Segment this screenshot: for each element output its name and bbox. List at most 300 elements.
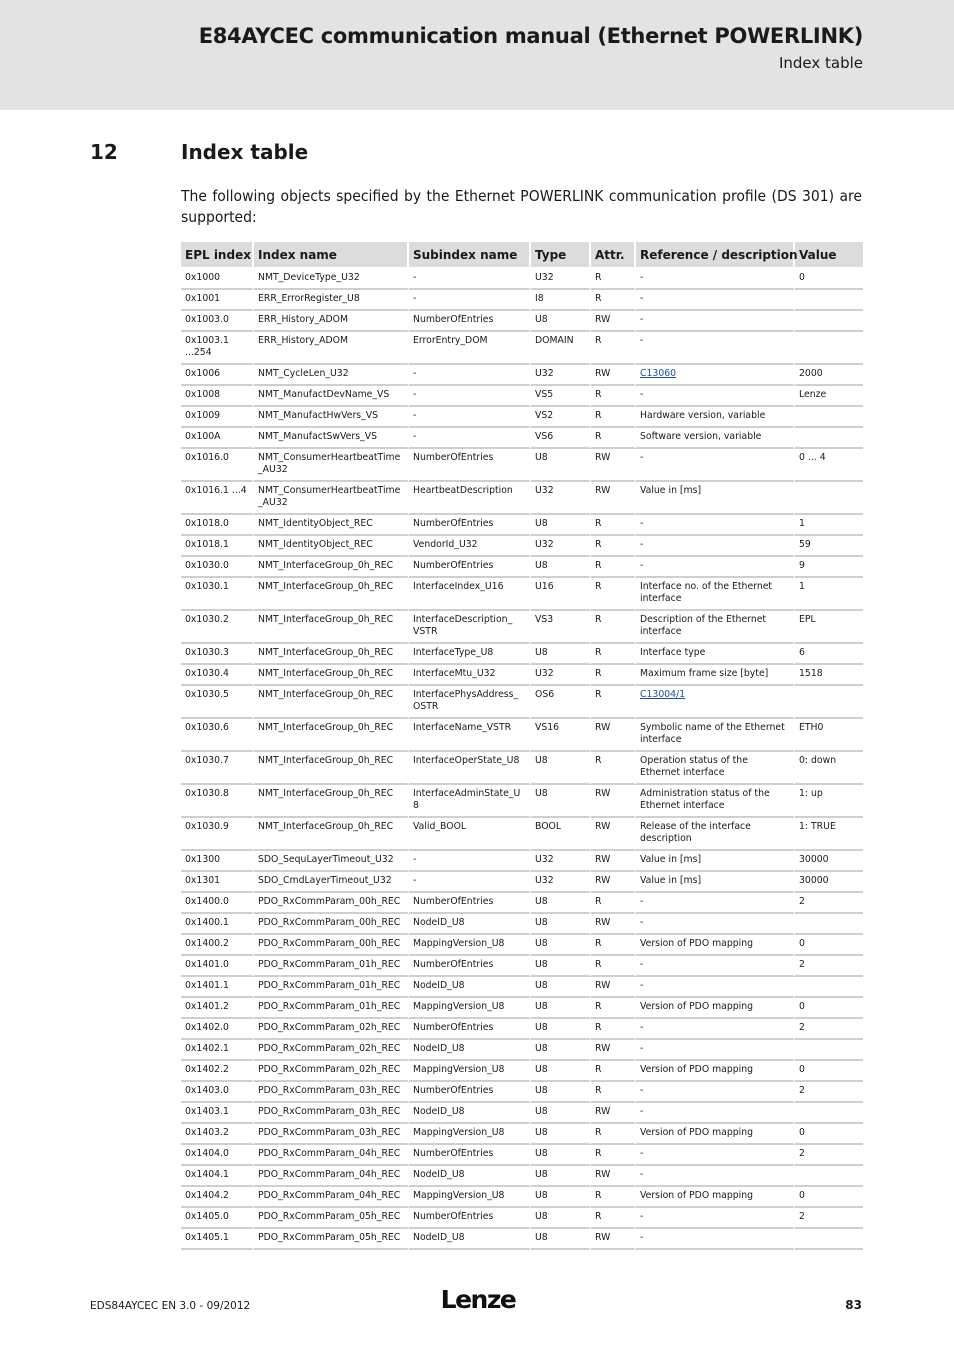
table-cell: 0 [795, 1061, 863, 1082]
table-cell: U8 [531, 1208, 591, 1229]
table-cell: RW [591, 818, 636, 851]
table-cell: - [636, 1040, 795, 1061]
table-cell: PDO_RxCommParam_00h_REC [254, 893, 409, 914]
table-cell: SDO_SequLayerTimeout_U32 [254, 851, 409, 872]
table-cell: 0x1404.0 [181, 1145, 254, 1166]
reference-link[interactable]: C13004/1 [640, 689, 686, 700]
table-cell: PDO_RxCommParam_04h_REC [254, 1145, 409, 1166]
table-cell: RW [591, 914, 636, 935]
table-cell: NMT_ConsumerHeartbeatTime_AU32 [254, 482, 409, 515]
table-cell [795, 311, 863, 332]
table-cell: NumberOfEntries [409, 557, 531, 578]
table-cell: NMT_CycleLen_U32 [254, 365, 409, 386]
table-cell: 0x1400.0 [181, 893, 254, 914]
table-cell: NMT_ConsumerHeartbeatTime_AU32 [254, 449, 409, 482]
table-cell: PDO_RxCommParam_04h_REC [254, 1166, 409, 1187]
table-cell: R [591, 956, 636, 977]
table-cell [636, 365, 795, 386]
table-cell: R [591, 998, 636, 1019]
table-row [181, 449, 863, 482]
column-header: EPL index [181, 242, 254, 269]
table-cell [795, 290, 863, 311]
table-cell: PDO_RxCommParam_00h_REC [254, 914, 409, 935]
table-cell [795, 977, 863, 998]
footer-doc-id: EDS84AYCEC EN 3.0 - 09/2012 [90, 1300, 251, 1312]
table-cell: NMT_IdentityObject_REC [254, 515, 409, 536]
column-header: Value [795, 242, 863, 269]
table-row [181, 557, 863, 578]
table-cell: InterfacePhysAddress_ OSTR [409, 686, 531, 719]
table-row [181, 893, 863, 914]
table-cell: R [591, 407, 636, 428]
table-cell: RW [591, 1229, 636, 1250]
table-cell: RW [591, 449, 636, 482]
table-cell: OS6 [531, 686, 591, 719]
table-cell: - [636, 1082, 795, 1103]
table-cell: InterfaceAdminState_U8 [409, 785, 531, 818]
table-cell: - [636, 1229, 795, 1250]
table-cell: RW [591, 872, 636, 893]
table-cell: VS16 [531, 719, 591, 752]
lenze-logo [438, 1284, 518, 1314]
table-cell: - [636, 290, 795, 311]
table-row [181, 1061, 863, 1082]
table-cell: VS3 [531, 611, 591, 644]
table-cell: R [591, 1124, 636, 1145]
table-cell: RW [591, 977, 636, 998]
table-cell: 0x1001 [181, 290, 254, 311]
table-cell: NodeID_U8 [409, 1166, 531, 1187]
lenze-logo-text: Lenze [440, 1285, 516, 1314]
table-row [181, 1019, 863, 1040]
table-cell [795, 332, 863, 365]
table-cell: VendorId_U32 [409, 536, 531, 557]
table-cell: - [409, 269, 531, 290]
table-cell: ErrorEntry_DOM [409, 332, 531, 365]
table-cell: 1 [795, 578, 863, 611]
table-cell: RW [591, 482, 636, 515]
table-cell: - [636, 956, 795, 977]
table-cell: - [636, 311, 795, 332]
table-row [181, 872, 863, 893]
table-cell: ERR_History_ADOM [254, 311, 409, 332]
table-cell: RW [591, 719, 636, 752]
table-cell: Value in [ms] [636, 872, 795, 893]
table-cell: NodeID_U8 [409, 1040, 531, 1061]
reference-link[interactable]: C13060 [640, 368, 677, 379]
table-cell: - [636, 536, 795, 557]
table-cell: U8 [531, 998, 591, 1019]
table-cell [795, 1166, 863, 1187]
table-cell: 0x1003.1 ...254 [181, 332, 254, 365]
table-row [181, 482, 863, 515]
table-cell: NumberOfEntries [409, 893, 531, 914]
table-cell: 0x1401.0 [181, 956, 254, 977]
table-cell: NMT_InterfaceGroup_0h_REC [254, 686, 409, 719]
table-cell: U32 [531, 665, 591, 686]
table-cell: - [409, 407, 531, 428]
table-cell: R [591, 1208, 636, 1229]
table-cell: 0 ... 4 [795, 449, 863, 482]
table-cell: 0x1402.2 [181, 1061, 254, 1082]
table-cell: 0x1030.3 [181, 644, 254, 665]
table-cell: - [636, 893, 795, 914]
table-cell: MappingVersion_U8 [409, 1187, 531, 1208]
table-cell: 0x1000 [181, 269, 254, 290]
table-cell: NumberOfEntries [409, 1082, 531, 1103]
table-cell: Software version, variable [636, 428, 795, 449]
table-cell: BOOL [531, 818, 591, 851]
table-cell: - [636, 1208, 795, 1229]
table-cell: SDO_CmdLayerTimeout_U32 [254, 872, 409, 893]
table-cell: 0x1300 [181, 851, 254, 872]
table-cell: NodeID_U8 [409, 914, 531, 935]
table-cell: 0x1402.1 [181, 1040, 254, 1061]
table-cell: 2000 [795, 365, 863, 386]
table-cell: U8 [531, 785, 591, 818]
table-cell: R [591, 428, 636, 449]
page-number: 83 [845, 1298, 862, 1312]
table-cell: 1 [795, 515, 863, 536]
table-cell: NumberOfEntries [409, 449, 531, 482]
table-cell: 2 [795, 1208, 863, 1229]
table-cell: 1518 [795, 665, 863, 686]
table-cell: R [591, 893, 636, 914]
table-cell: R [591, 1061, 636, 1082]
table-cell: 1: up [795, 785, 863, 818]
table-row [181, 611, 863, 644]
table-cell: RW [591, 1166, 636, 1187]
table-cell: InterfaceIndex_U16 [409, 578, 531, 611]
table-cell: 0x1003.0 [181, 311, 254, 332]
table-cell: U8 [531, 977, 591, 998]
table-cell [795, 686, 863, 719]
table-cell: R [591, 1082, 636, 1103]
table-cell: - [636, 914, 795, 935]
table-cell: U8 [531, 893, 591, 914]
table-row [181, 386, 863, 407]
table-cell: NumberOfEntries [409, 1145, 531, 1166]
table-cell: Symbolic name of the Ethernet interface [636, 719, 795, 752]
table-cell: PDO_RxCommParam_05h_REC [254, 1208, 409, 1229]
table-cell: NMT_InterfaceGroup_0h_REC [254, 818, 409, 851]
table-cell: RW [591, 365, 636, 386]
table-cell [795, 482, 863, 515]
table-cell: U8 [531, 557, 591, 578]
table-cell: U8 [531, 1040, 591, 1061]
table-cell: NMT_InterfaceGroup_0h_REC [254, 752, 409, 785]
column-header: Subindex name [409, 242, 531, 269]
table-cell: 0x1030.1 [181, 578, 254, 611]
table-cell: Hardware version, variable [636, 407, 795, 428]
table-cell: 0x1301 [181, 872, 254, 893]
table-cell: - [636, 515, 795, 536]
table-cell: NMT_ManufactSwVers_VS [254, 428, 409, 449]
table-cell: U32 [531, 851, 591, 872]
table-row [181, 719, 863, 752]
table-cell: RW [591, 785, 636, 818]
table-cell: PDO_RxCommParam_00h_REC [254, 935, 409, 956]
table-cell: U8 [531, 515, 591, 536]
table-cell: 0x1030.6 [181, 719, 254, 752]
table-cell: 0x1030.4 [181, 665, 254, 686]
table-cell [795, 914, 863, 935]
section-subtitle: Index table [778, 54, 863, 72]
table-cell: U16 [531, 578, 591, 611]
table-cell: R [591, 515, 636, 536]
table-row [181, 536, 863, 557]
chapter-number: 12 [90, 140, 118, 164]
table-row [181, 1145, 863, 1166]
table-cell: R [591, 557, 636, 578]
table-cell: R [591, 644, 636, 665]
table-cell: PDO_RxCommParam_01h_REC [254, 977, 409, 998]
table-body [181, 269, 863, 1250]
table-cell: InterfaceType_U8 [409, 644, 531, 665]
table-cell: 2 [795, 956, 863, 977]
table-row [181, 428, 863, 449]
table-cell: - [409, 290, 531, 311]
column-header: Type [531, 242, 591, 269]
table-cell: 2 [795, 1082, 863, 1103]
table-cell: 1: TRUE [795, 818, 863, 851]
table-cell: NodeID_U8 [409, 977, 531, 998]
table-cell: 0x1006 [181, 365, 254, 386]
table-cell: U32 [531, 482, 591, 515]
table-cell: - [409, 386, 531, 407]
table-cell: InterfaceMtu_U32 [409, 665, 531, 686]
intro-paragraph: The following objects specified by the Ethernet POWERLINK communication profile (DS 301) are supported: [181, 187, 862, 226]
table-row [181, 1103, 863, 1124]
table-cell [636, 686, 795, 719]
table-cell: U8 [531, 449, 591, 482]
table-row [181, 686, 863, 719]
manual-title: E84AYCEC communication manual (Ethernet POWERLINK) [198, 24, 863, 48]
table-cell: R [591, 1145, 636, 1166]
table-cell: NMT_InterfaceGroup_0h_REC [254, 644, 409, 665]
table-cell: ERR_ErrorRegister_U8 [254, 290, 409, 311]
table-cell: RW [591, 1040, 636, 1061]
table-row [181, 578, 863, 611]
table-cell: InterfaceOperState_U8 [409, 752, 531, 785]
table-cell: Valid_BOOL [409, 818, 531, 851]
table-cell: PDO_RxCommParam_03h_REC [254, 1082, 409, 1103]
table-cell: NMT_InterfaceGroup_0h_REC [254, 578, 409, 611]
table-cell: U8 [531, 935, 591, 956]
table-row [181, 998, 863, 1019]
table-cell: Version of PDO mapping [636, 1187, 795, 1208]
column-header: Index name [254, 242, 409, 269]
table-row [181, 365, 863, 386]
table-cell: U8 [531, 1019, 591, 1040]
table-cell: PDO_RxCommParam_03h_REC [254, 1124, 409, 1145]
table-cell: 0x1030.7 [181, 752, 254, 785]
table-cell: 0x1016.1 ...4 [181, 482, 254, 515]
table-cell: 0x1009 [181, 407, 254, 428]
table-cell: 0x1405.0 [181, 1208, 254, 1229]
table-cell: U8 [531, 1145, 591, 1166]
table-cell: RW [591, 851, 636, 872]
table-cell: R [591, 269, 636, 290]
table-cell: - [636, 1103, 795, 1124]
table-cell: U32 [531, 269, 591, 290]
table-row [181, 752, 863, 785]
table-cell: 0x1403.0 [181, 1082, 254, 1103]
table-cell: 30000 [795, 851, 863, 872]
column-header: Reference / description [636, 242, 795, 269]
table-cell: 0x1402.0 [181, 1019, 254, 1040]
table-cell: 0x1030.0 [181, 557, 254, 578]
table-cell: 0x1030.9 [181, 818, 254, 851]
table-row [181, 1124, 863, 1145]
table-cell: U32 [531, 872, 591, 893]
table-cell: R [591, 290, 636, 311]
table-cell: 0x1016.0 [181, 449, 254, 482]
table-cell: - [409, 365, 531, 386]
table-cell: 0x1030.8 [181, 785, 254, 818]
table-row [181, 1082, 863, 1103]
table-cell: 6 [795, 644, 863, 665]
table-cell: U32 [531, 536, 591, 557]
table-row [181, 851, 863, 872]
table-cell: PDO_RxCommParam_02h_REC [254, 1061, 409, 1082]
table-cell: NumberOfEntries [409, 515, 531, 536]
table-cell: Value in [ms] [636, 482, 795, 515]
table-cell: NMT_InterfaceGroup_0h_REC [254, 665, 409, 686]
table-cell: R [591, 536, 636, 557]
table-cell: U8 [531, 1187, 591, 1208]
table-cell: - [636, 269, 795, 290]
table-cell: U8 [531, 752, 591, 785]
table-cell: 9 [795, 557, 863, 578]
table-cell: Interface type [636, 644, 795, 665]
table-cell: Description of the Ethernet interface [636, 611, 795, 644]
table-cell: - [636, 1145, 795, 1166]
table-cell: MappingVersion_U8 [409, 1061, 531, 1082]
table-cell: R [591, 665, 636, 686]
table-cell: U8 [531, 1124, 591, 1145]
table-cell: 59 [795, 536, 863, 557]
table-cell: 0x1401.2 [181, 998, 254, 1019]
table-cell: U8 [531, 644, 591, 665]
table-cell: - [409, 872, 531, 893]
table-cell: Version of PDO mapping [636, 1124, 795, 1145]
table-cell: VS5 [531, 386, 591, 407]
table-row [181, 644, 863, 665]
table-cell [795, 1103, 863, 1124]
table-cell: RW [591, 311, 636, 332]
table-cell: U8 [531, 1061, 591, 1082]
table-cell: PDO_RxCommParam_03h_REC [254, 1103, 409, 1124]
table-cell: 0: down [795, 752, 863, 785]
table-cell: PDO_RxCommParam_05h_REC [254, 1229, 409, 1250]
table-cell: - [636, 557, 795, 578]
column-header: Attr. [591, 242, 636, 269]
table-cell: 0x1400.2 [181, 935, 254, 956]
table-cell: NMT_InterfaceGroup_0h_REC [254, 611, 409, 644]
table-cell: 2 [795, 1145, 863, 1166]
table-cell: NMT_InterfaceGroup_0h_REC [254, 719, 409, 752]
table-cell: 0x1401.1 [181, 977, 254, 998]
table-cell: 0x1030.5 [181, 686, 254, 719]
table-cell: EPL [795, 611, 863, 644]
table-cell: - [636, 977, 795, 998]
table-cell: 2 [795, 1019, 863, 1040]
table-cell: 0x1404.1 [181, 1166, 254, 1187]
table-cell: VS2 [531, 407, 591, 428]
table-row [181, 311, 863, 332]
table-row [181, 290, 863, 311]
table-cell: InterfaceDescription_ VSTR [409, 611, 531, 644]
table-cell: Release of the interface description [636, 818, 795, 851]
table-cell: U8 [531, 1229, 591, 1250]
table-row [181, 407, 863, 428]
table-cell: 0 [795, 935, 863, 956]
table-cell: I8 [531, 290, 591, 311]
table-cell: Version of PDO mapping [636, 1061, 795, 1082]
table-cell: 30000 [795, 872, 863, 893]
table-cell: 0x1018.0 [181, 515, 254, 536]
table-cell: NumberOfEntries [409, 311, 531, 332]
table-cell: - [636, 1166, 795, 1187]
table-cell: DOMAIN [531, 332, 591, 365]
table-cell: - [409, 428, 531, 449]
table-cell: MappingVersion_U8 [409, 1124, 531, 1145]
table-cell: NodeID_U8 [409, 1229, 531, 1250]
table-cell: MappingVersion_U8 [409, 998, 531, 1019]
table-cell: 0x1030.2 [181, 611, 254, 644]
table-cell: Lenze [795, 386, 863, 407]
table-cell: R [591, 752, 636, 785]
table-row [181, 515, 863, 536]
table-cell: R [591, 386, 636, 407]
table-cell: R [591, 578, 636, 611]
table-cell: U8 [531, 956, 591, 977]
table-cell: Value in [ms] [636, 851, 795, 872]
table-cell: U8 [531, 311, 591, 332]
table-row [181, 1208, 863, 1229]
table-cell: R [591, 935, 636, 956]
table-cell: Version of PDO mapping [636, 935, 795, 956]
table-cell: 0x1400.1 [181, 914, 254, 935]
table-cell: NMT_InterfaceGroup_0h_REC [254, 557, 409, 578]
table-cell: NMT_DeviceType_U32 [254, 269, 409, 290]
table-cell: 0x100A [181, 428, 254, 449]
table-cell: - [636, 1019, 795, 1040]
table-cell: PDO_RxCommParam_01h_REC [254, 956, 409, 977]
table-cell: R [591, 611, 636, 644]
table-cell: 2 [795, 893, 863, 914]
chapter-title: Index table [181, 140, 309, 164]
table-cell: 0x1018.1 [181, 536, 254, 557]
table-cell: NMT_InterfaceGroup_0h_REC [254, 785, 409, 818]
table-cell: R [591, 332, 636, 365]
table-row [181, 665, 863, 686]
table-cell: NumberOfEntries [409, 1208, 531, 1229]
table-cell: 0x1403.1 [181, 1103, 254, 1124]
table-cell: 0x1405.1 [181, 1229, 254, 1250]
table-cell: ETH0 [795, 719, 863, 752]
table-cell [795, 1040, 863, 1061]
table-cell: RW [591, 1103, 636, 1124]
table-cell: 0 [795, 1124, 863, 1145]
table-row [181, 1187, 863, 1208]
table-cell: Operation status of the Ethernet interface [636, 752, 795, 785]
table-header-row [181, 242, 863, 269]
table-cell: 0 [795, 1187, 863, 1208]
table-row [181, 1229, 863, 1250]
table-cell: PDO_RxCommParam_02h_REC [254, 1019, 409, 1040]
